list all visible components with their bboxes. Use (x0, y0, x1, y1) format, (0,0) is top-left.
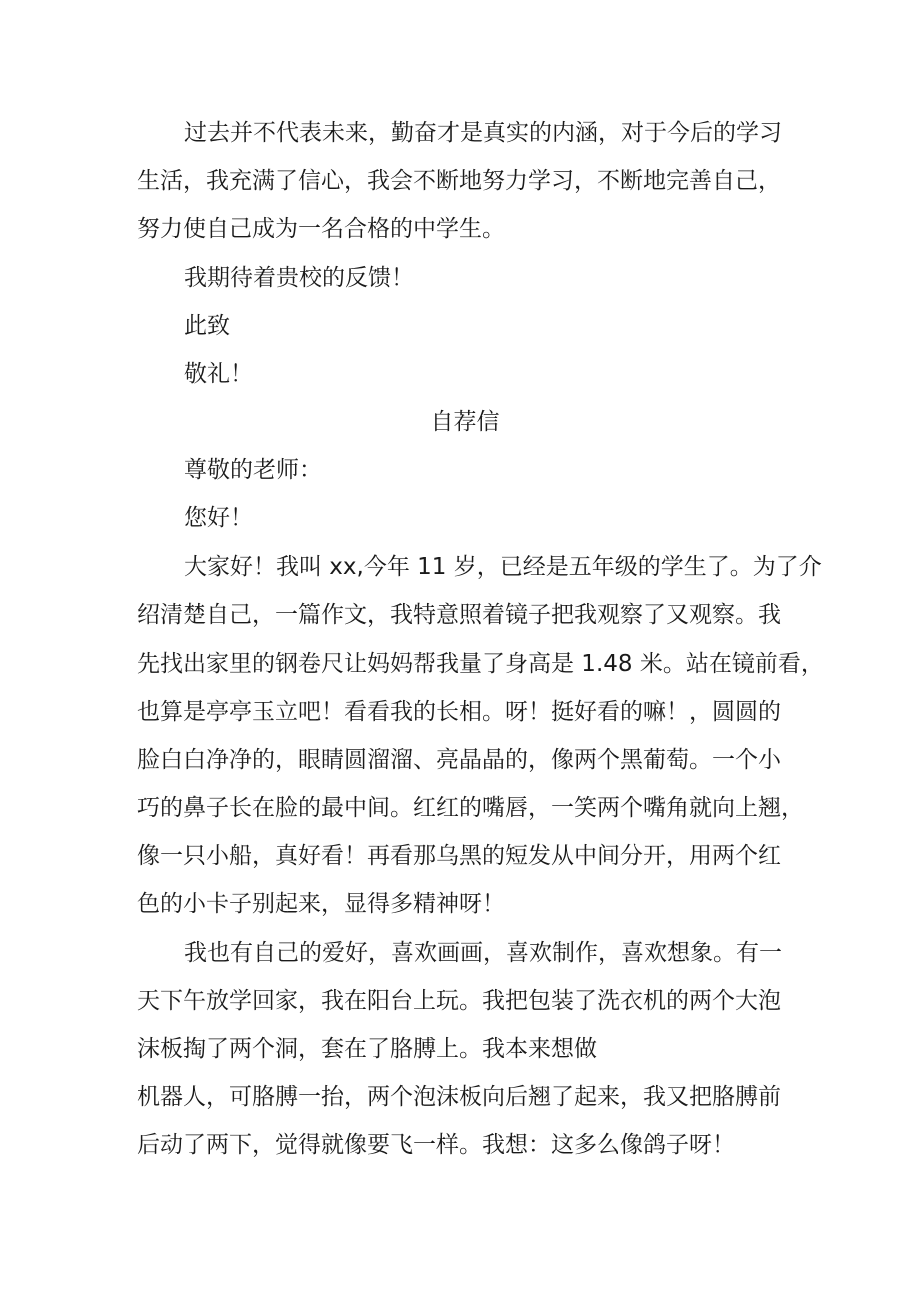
paragraph-line: 天下午放学回家，我在阳台上玩。我把包装了洗衣机的两个大泡 (137, 988, 781, 1014)
paragraph-line: 沫板掏了两个洞，套在了胳膊上。我本来想做 (137, 1036, 597, 1062)
paragraph-line: 机器人，可胳膊一抬，两个泡沫板向后翘了起来，我又把胳膊前 (137, 1084, 781, 1110)
salutation-line: 敬礼！ (184, 361, 253, 387)
salutation-line: 此致 (184, 313, 230, 339)
greeting-line: 尊敬的老师： (184, 457, 322, 483)
paragraph-line: 色的小卡子别起来，显得多精神呀！ (137, 891, 505, 917)
letter-title: 自荐信 (430, 409, 500, 435)
closing-line: 我期待着贵校的反馈！ (184, 265, 414, 291)
paragraph-line: 先找出家里的钢卷尺让妈妈帮我量了身高是 1.48 米。站在镜前看， (137, 651, 824, 677)
paragraph-line: 生活，我充满了信心，我会不断地努力学习，不断地完善自己， (137, 168, 781, 194)
paragraph-line: 像一只小船，真好看！再看那乌黑的短发从中间分开，用两个红 (137, 843, 781, 869)
paragraph-line: 过去并不代表未来，勤奋才是真实的内涵，对于今后的学习 (184, 120, 782, 146)
paragraph-line: 也算是亭亭玉立吧！看看我的长相。呀！挺好看的嘛！，圆圆的 (137, 699, 781, 725)
paragraph-line: 大家好！我叫 xx,今年 11 岁，已经是五年级的学生了。为了介 (184, 554, 822, 580)
greeting-line: 您好！ (184, 505, 253, 531)
paragraph-line: 后动了两下，觉得就像要飞一样。我想：这多么像鸽子呀！ (137, 1132, 735, 1158)
paragraph-line: 脸白白净净的，眼睛圆溜溜、亮晶晶的，像两个黑葡萄。一个小 (137, 747, 781, 773)
paragraph-line: 绍清楚自己，一篇作文，我特意照着镜子把我观察了又观察。我 (137, 602, 781, 628)
paragraph-line: 我也有自己的爱好，喜欢画画，喜欢制作，喜欢想象。有一 (184, 940, 782, 966)
paragraph-line: 努力使自己成为一名合格的中学生。 (137, 216, 505, 242)
paragraph-line: 巧的鼻子长在脸的最中间。红红的嘴唇，一笑两个嘴角就向上翘， (137, 795, 804, 821)
